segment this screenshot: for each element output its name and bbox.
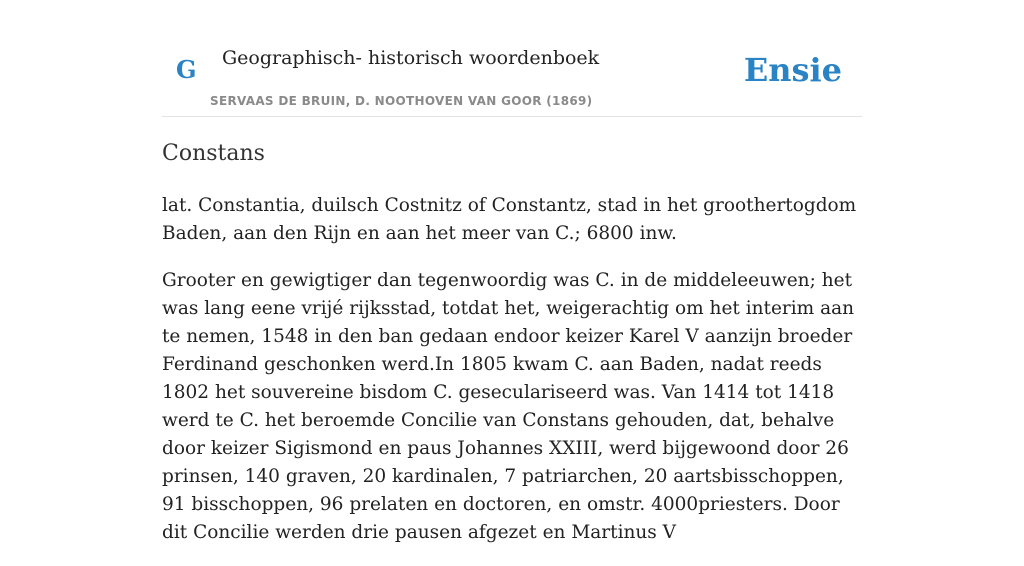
entry-paragraph: Grooter en gewigtiger dan tegenwoordig was C. in de middeleeuwen; het was lang eene vrijé rijksstad, totdat het, weigerachtig om het interim aan te nemen, 1548 in den ban gedaan endoor keizer Karel V aanzijn broeder Ferdinand geschonken werd.In 1805 kwam C. aan Baden, nadat reeds 1802 het souvereine bisdom C. geseculariseerd was. Van 1414 tot 1418 werd te C. het beroemde Concilie van Constans gehouden, dat, behalve door keizer Sigismond en paus Johannes XXIII, werd bijgewoond door 26 prinsen, 140 graven, 20 kardinalen, 7 patriarchen, 20 aartsbisschoppen, 91 bisschoppen, 96 prelaten en doctoren, en omstr. 4000priesters. Door dit Concilie werden drie pausen afgezet en Martinus V	[162, 270, 855, 543]
entry-body	[162, 192, 862, 566]
entry-title: Constans	[162, 141, 265, 166]
book-authors: SERVAAS DE BRUIN, D. NOOTHOVEN VAN GOOR (1869)	[210, 94, 593, 108]
entry-paragraph: lat. Constantia, duilsch Costnitz of Constantz, stad in het groothertogdom Baden, aan den Rijn en aan het meer van C.; 6800 inw.	[162, 195, 857, 244]
book-letter-icon[interactable]: G	[176, 55, 197, 84]
book-title-link[interactable]: Geographisch- historisch woordenboek	[222, 47, 600, 69]
book-header	[162, 30, 862, 117]
ensie-logo-link[interactable]: Ensie	[743, 51, 842, 89]
